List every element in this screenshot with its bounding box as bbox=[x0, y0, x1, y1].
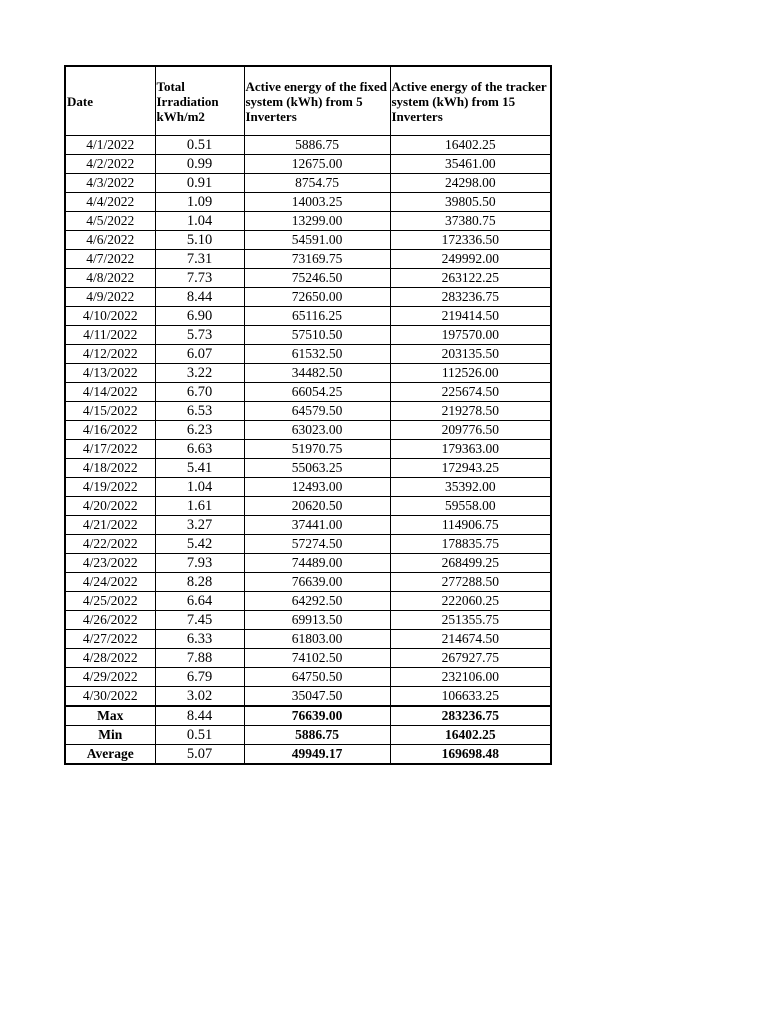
irradiation-cell: 3.27 bbox=[155, 516, 244, 535]
tracker-energy-cell: 251355.75 bbox=[390, 611, 551, 630]
date-cell: 4/10/2022 bbox=[65, 307, 155, 326]
date-cell: 4/20/2022 bbox=[65, 497, 155, 516]
summary-row bbox=[65, 726, 551, 745]
irradiation-cell: 6.64 bbox=[155, 592, 244, 611]
irradiation-cell: 1.61 bbox=[155, 497, 244, 516]
irradiation-cell: 0.51 bbox=[155, 136, 244, 155]
table-row bbox=[65, 459, 551, 478]
irradiation-cell: 5.42 bbox=[155, 535, 244, 554]
tracker-energy-cell: 39805.50 bbox=[390, 193, 551, 212]
fixed-energy-cell: 8754.75 bbox=[244, 174, 390, 193]
irradiation-cell: 5.73 bbox=[155, 326, 244, 345]
summary-fixed-energy: 76639.00 bbox=[244, 706, 390, 726]
summary-fixed-energy: 49949.17 bbox=[244, 745, 390, 765]
summary-row bbox=[65, 706, 551, 726]
irradiation-cell: 7.45 bbox=[155, 611, 244, 630]
date-cell: 4/7/2022 bbox=[65, 250, 155, 269]
irradiation-cell: 6.33 bbox=[155, 630, 244, 649]
fixed-energy-cell: 64750.50 bbox=[244, 668, 390, 687]
fixed-energy-cell: 61532.50 bbox=[244, 345, 390, 364]
table-row bbox=[65, 611, 551, 630]
tracker-energy-cell: 232106.00 bbox=[390, 668, 551, 687]
summary-tracker-energy: 16402.25 bbox=[390, 726, 551, 745]
tracker-energy-cell: 225674.50 bbox=[390, 383, 551, 402]
table-row bbox=[65, 687, 551, 707]
fixed-energy-cell: 5886.75 bbox=[244, 136, 390, 155]
irradiation-cell: 6.70 bbox=[155, 383, 244, 402]
fixed-energy-cell: 54591.00 bbox=[244, 231, 390, 250]
fixed-energy-cell: 64579.50 bbox=[244, 402, 390, 421]
date-cell: 4/12/2022 bbox=[65, 345, 155, 364]
header-date: Date bbox=[65, 66, 155, 136]
header-row bbox=[65, 66, 551, 136]
summary-label: Max bbox=[65, 706, 155, 726]
irradiation-cell: 5.10 bbox=[155, 231, 244, 250]
irradiation-cell: 7.31 bbox=[155, 250, 244, 269]
fixed-energy-cell: 57510.50 bbox=[244, 326, 390, 345]
tracker-energy-cell: 172943.25 bbox=[390, 459, 551, 478]
tracker-energy-cell: 209776.50 bbox=[390, 421, 551, 440]
table-row bbox=[65, 478, 551, 497]
table-row bbox=[65, 630, 551, 649]
tracker-energy-cell: 106633.25 bbox=[390, 687, 551, 707]
fixed-energy-cell: 12493.00 bbox=[244, 478, 390, 497]
table-row bbox=[65, 440, 551, 459]
table-row bbox=[65, 573, 551, 592]
tracker-energy-cell: 37380.75 bbox=[390, 212, 551, 231]
fixed-energy-cell: 13299.00 bbox=[244, 212, 390, 231]
fixed-energy-cell: 64292.50 bbox=[244, 592, 390, 611]
tracker-energy-cell: 203135.50 bbox=[390, 345, 551, 364]
table-row bbox=[65, 231, 551, 250]
tracker-energy-cell: 283236.75 bbox=[390, 288, 551, 307]
irradiation-cell: 6.90 bbox=[155, 307, 244, 326]
irradiation-cell: 8.28 bbox=[155, 573, 244, 592]
header-tracker-energy: Active energy of the tracker system (kWh) from 15 Inverters bbox=[390, 66, 551, 136]
irradiation-cell: 6.79 bbox=[155, 668, 244, 687]
table-row bbox=[65, 516, 551, 535]
fixed-energy-cell: 72650.00 bbox=[244, 288, 390, 307]
fixed-energy-cell: 74489.00 bbox=[244, 554, 390, 573]
summary-irradiation: 0.51 bbox=[155, 726, 244, 745]
table-row bbox=[65, 155, 551, 174]
table-row bbox=[65, 288, 551, 307]
fixed-energy-cell: 51970.75 bbox=[244, 440, 390, 459]
summary-irradiation: 8.44 bbox=[155, 706, 244, 726]
table-row bbox=[65, 497, 551, 516]
irradiation-cell: 7.88 bbox=[155, 649, 244, 668]
irradiation-cell: 7.93 bbox=[155, 554, 244, 573]
date-cell: 4/27/2022 bbox=[65, 630, 155, 649]
tracker-energy-cell: 277288.50 bbox=[390, 573, 551, 592]
tracker-energy-cell: 197570.00 bbox=[390, 326, 551, 345]
fixed-energy-cell: 69913.50 bbox=[244, 611, 390, 630]
irradiation-cell: 6.63 bbox=[155, 440, 244, 459]
fixed-energy-cell: 63023.00 bbox=[244, 421, 390, 440]
tracker-energy-cell: 35392.00 bbox=[390, 478, 551, 497]
date-cell: 4/8/2022 bbox=[65, 269, 155, 288]
table-body bbox=[65, 136, 551, 707]
tracker-energy-cell: 59558.00 bbox=[390, 497, 551, 516]
table-row bbox=[65, 649, 551, 668]
summary-tracker-energy: 169698.48 bbox=[390, 745, 551, 765]
fixed-energy-cell: 57274.50 bbox=[244, 535, 390, 554]
summary-label: Min bbox=[65, 726, 155, 745]
table-row bbox=[65, 326, 551, 345]
tracker-energy-cell: 179363.00 bbox=[390, 440, 551, 459]
date-cell: 4/18/2022 bbox=[65, 459, 155, 478]
summary-irradiation: 5.07 bbox=[155, 745, 244, 765]
fixed-energy-cell: 14003.25 bbox=[244, 193, 390, 212]
irradiation-cell: 6.07 bbox=[155, 345, 244, 364]
tracker-energy-cell: 219278.50 bbox=[390, 402, 551, 421]
fixed-energy-cell: 76639.00 bbox=[244, 573, 390, 592]
fixed-energy-cell: 35047.50 bbox=[244, 687, 390, 707]
irradiation-cell: 6.53 bbox=[155, 402, 244, 421]
date-cell: 4/11/2022 bbox=[65, 326, 155, 345]
tracker-energy-cell: 222060.25 bbox=[390, 592, 551, 611]
date-cell: 4/6/2022 bbox=[65, 231, 155, 250]
fixed-energy-cell: 75246.50 bbox=[244, 269, 390, 288]
date-cell: 4/16/2022 bbox=[65, 421, 155, 440]
fixed-energy-cell: 12675.00 bbox=[244, 155, 390, 174]
fixed-energy-cell: 74102.50 bbox=[244, 649, 390, 668]
irradiation-cell: 6.23 bbox=[155, 421, 244, 440]
table-row bbox=[65, 345, 551, 364]
irradiation-cell: 0.91 bbox=[155, 174, 244, 193]
fixed-energy-cell: 34482.50 bbox=[244, 364, 390, 383]
irradiation-cell: 5.41 bbox=[155, 459, 244, 478]
table-row bbox=[65, 421, 551, 440]
date-cell: 4/22/2022 bbox=[65, 535, 155, 554]
fixed-energy-cell: 20620.50 bbox=[244, 497, 390, 516]
date-cell: 4/30/2022 bbox=[65, 687, 155, 707]
tracker-energy-cell: 35461.00 bbox=[390, 155, 551, 174]
table-row bbox=[65, 364, 551, 383]
fixed-energy-cell: 65116.25 bbox=[244, 307, 390, 326]
tracker-energy-cell: 16402.25 bbox=[390, 136, 551, 155]
irradiation-cell: 1.04 bbox=[155, 478, 244, 497]
fixed-energy-cell: 55063.25 bbox=[244, 459, 390, 478]
fixed-energy-cell: 73169.75 bbox=[244, 250, 390, 269]
fixed-energy-cell: 66054.25 bbox=[244, 383, 390, 402]
irradiation-cell: 1.04 bbox=[155, 212, 244, 231]
summary-label: Average bbox=[65, 745, 155, 765]
tracker-energy-cell: 268499.25 bbox=[390, 554, 551, 573]
table-row bbox=[65, 592, 551, 611]
energy-data-table bbox=[64, 65, 552, 765]
date-cell: 4/2/2022 bbox=[65, 155, 155, 174]
irradiation-cell: 7.73 bbox=[155, 269, 244, 288]
tracker-energy-cell: 24298.00 bbox=[390, 174, 551, 193]
table-row bbox=[65, 193, 551, 212]
date-cell: 4/17/2022 bbox=[65, 440, 155, 459]
date-cell: 4/14/2022 bbox=[65, 383, 155, 402]
date-cell: 4/29/2022 bbox=[65, 668, 155, 687]
table-row bbox=[65, 307, 551, 326]
tracker-energy-cell: 112526.00 bbox=[390, 364, 551, 383]
table-row bbox=[65, 250, 551, 269]
date-cell: 4/24/2022 bbox=[65, 573, 155, 592]
summary-fixed-energy: 5886.75 bbox=[244, 726, 390, 745]
fixed-energy-cell: 37441.00 bbox=[244, 516, 390, 535]
date-cell: 4/28/2022 bbox=[65, 649, 155, 668]
date-cell: 4/21/2022 bbox=[65, 516, 155, 535]
tracker-energy-cell: 219414.50 bbox=[390, 307, 551, 326]
tracker-energy-cell: 172336.50 bbox=[390, 231, 551, 250]
date-cell: 4/3/2022 bbox=[65, 174, 155, 193]
table-header bbox=[65, 66, 551, 136]
date-cell: 4/26/2022 bbox=[65, 611, 155, 630]
summary-tracker-energy: 283236.75 bbox=[390, 706, 551, 726]
irradiation-cell: 3.22 bbox=[155, 364, 244, 383]
date-cell: 4/13/2022 bbox=[65, 364, 155, 383]
date-cell: 4/19/2022 bbox=[65, 478, 155, 497]
table-row bbox=[65, 402, 551, 421]
tracker-energy-cell: 249992.00 bbox=[390, 250, 551, 269]
date-cell: 4/25/2022 bbox=[65, 592, 155, 611]
summary-row bbox=[65, 745, 551, 765]
summary-section bbox=[65, 706, 551, 764]
table-row bbox=[65, 535, 551, 554]
table-row bbox=[65, 174, 551, 193]
header-irradiation: Total Irradiation kWh/m2 bbox=[155, 66, 244, 136]
tracker-energy-cell: 114906.75 bbox=[390, 516, 551, 535]
table-row bbox=[65, 136, 551, 155]
table-row bbox=[65, 269, 551, 288]
tracker-energy-cell: 263122.25 bbox=[390, 269, 551, 288]
fixed-energy-cell: 61803.00 bbox=[244, 630, 390, 649]
tracker-energy-cell: 178835.75 bbox=[390, 535, 551, 554]
irradiation-cell: 1.09 bbox=[155, 193, 244, 212]
table-row bbox=[65, 554, 551, 573]
date-cell: 4/9/2022 bbox=[65, 288, 155, 307]
date-cell: 4/5/2022 bbox=[65, 212, 155, 231]
header-fixed-energy: Active energy of the fixed system (kWh) from 5 Inverters bbox=[244, 66, 390, 136]
tracker-energy-cell: 214674.50 bbox=[390, 630, 551, 649]
table-row bbox=[65, 212, 551, 231]
irradiation-cell: 0.99 bbox=[155, 155, 244, 174]
tracker-energy-cell: 267927.75 bbox=[390, 649, 551, 668]
date-cell: 4/23/2022 bbox=[65, 554, 155, 573]
irradiation-cell: 8.44 bbox=[155, 288, 244, 307]
date-cell: 4/1/2022 bbox=[65, 136, 155, 155]
table-row bbox=[65, 383, 551, 402]
date-cell: 4/4/2022 bbox=[65, 193, 155, 212]
table-row bbox=[65, 668, 551, 687]
irradiation-cell: 3.02 bbox=[155, 687, 244, 707]
date-cell: 4/15/2022 bbox=[65, 402, 155, 421]
